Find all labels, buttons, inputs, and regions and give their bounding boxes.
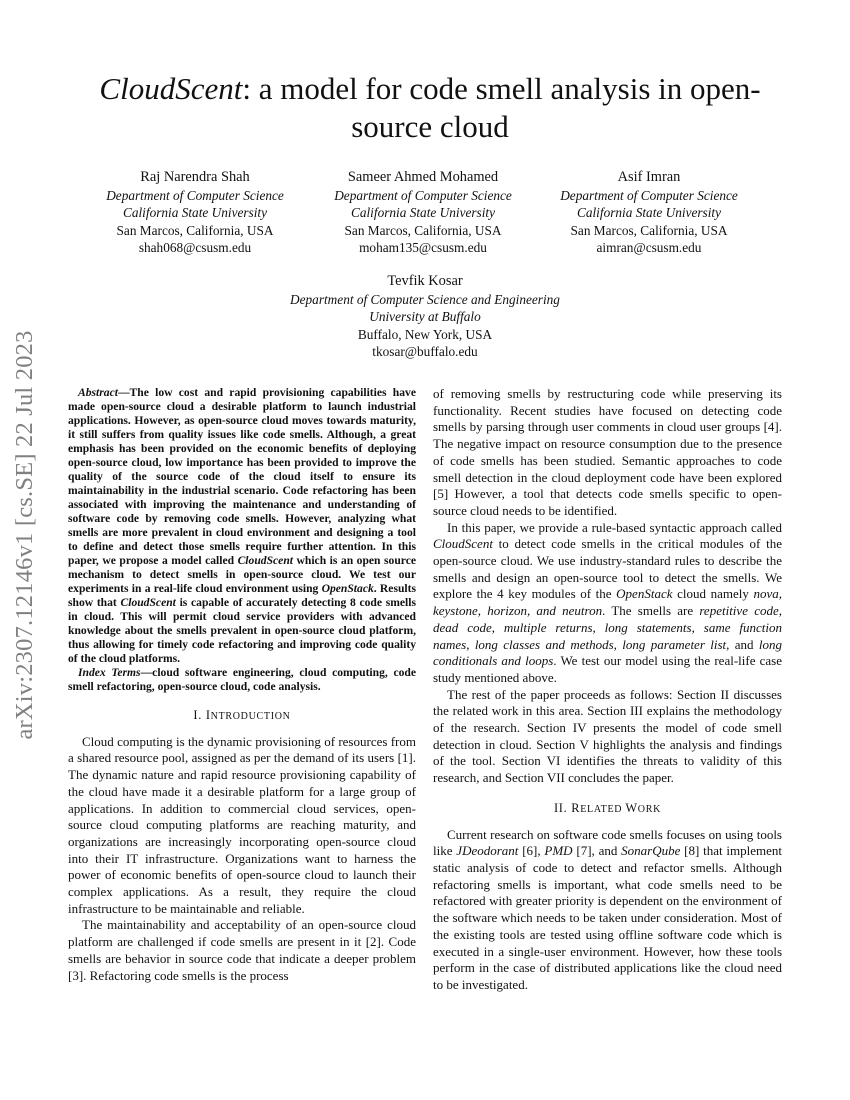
related-work-paragraph-1: Current research on software code smells focuses on using tools like JDeodorant [6], PMD [7], and SonarQube [8] that implement static analysis of code to detect and refactor smells. Although refactoring smells is important, what code smells need to be refactored with greater priority is dependent on the environment of the software which needs to be taken under consideration. Most of the existing tools are tested using offline software code which is executed in a single-user environment. However, how these tools perform in the case of distributed applications like the cloud need to be investigated. <box>433 826 782 992</box>
author-dept: Department of Computer Science <box>334 188 512 203</box>
intro-paragraph-2-continued: of removing smells by restructuring code while preserving its functionality. Recent studies have focused on detecting code smells by parsing through user comments in cloud user groups [4]. The negative impact on resource consumption due to the presence of code smells has been studied. Semantic approaches to code smell detection in the cloud deployment code have been explored [5] However, a tool that detects code smells specific to open-source cloud needs to be identified. <box>433 386 782 518</box>
abstract-label: Abstract <box>78 386 118 399</box>
author-name: Tevfik Kosar <box>387 273 463 289</box>
title-tool-name: CloudScent <box>99 71 243 106</box>
author-email: moham135@csusm.edu <box>359 239 487 255</box>
index-terms-label: Index Terms <box>78 666 141 679</box>
abstract: Abstract—The low cost and rapid provisioning capabilities have made open-source cloud a desirable platform to launch industrial applications. However, as open-source cloud moves towards maturity, it still suffers from quality issues like code smells. Although, a great emphasis has been provided on the economic benefits of deploying open-source cloud, low importance has been provided to improve the quality of the source code of the cloud itself to ensure its maintainability in the industrial scenario. Code refactoring has been associated with improving the maintenance and understanding of software code by removing code smells. However, analyzing what smells are more prevalent in cloud environment and designing a tool to define and detect those smells require further attention. In this paper, we propose a model called CloudScent which is an open source mechanism to detect smells in open-source cloud. We test our experiments in a real-life cloud environment using OpenStack. Results show that CloudScent is capable of accurately detecting 8 code smells in cloud. This will permit cloud service providers with advanced knowledge about the smells prevalent in open-source cloud platform, thus allowing for timely code refactoring and improving code quality of the cloud platforms. Index Terms—cloud software engineering, cloud computing, code smell refactoring, open-source cloud, code analysis. <box>68 386 417 693</box>
author-univ: University at Buffalo <box>369 309 481 325</box>
author-location: San Marcos, California, USA <box>116 222 274 238</box>
arxiv-identifier <box>4 300 46 770</box>
author-univ: California State University <box>350 205 496 221</box>
author-email: aimran@csusm.edu <box>596 239 702 255</box>
section-heading-introduction: I. INTRODUCTION <box>193 708 291 722</box>
author-name: Sameer Ahmed Mohamed <box>347 169 499 185</box>
arxiv-id-text: arXiv:2307.12146v1 [cs.SE] 22 Jul 2023 <box>11 330 38 740</box>
section-heading-related-work: II. RELATED WORK <box>553 800 661 815</box>
author-block-3 <box>544 168 754 256</box>
author-block-4 <box>260 272 590 360</box>
author-name: Raj Narendra Shah <box>140 169 250 185</box>
author-univ: California State University <box>122 205 268 221</box>
author-block-2 <box>318 168 528 256</box>
author-email: shah068@csusm.edu <box>138 239 252 255</box>
author-dept: Department of Computer Science and Engineering <box>290 292 560 307</box>
author-email: tkosar@buffalo.edu <box>372 343 478 359</box>
title-rest: : a model for code smell analysis in open-source cloud <box>242 71 761 144</box>
intro-paragraph-1: Cloud computing is the dynamic provisioning of resources from a shared resource pool, assigned as per the demand of its users [1]. The dynamic nature and rapid resource provisioning capability of the cloud have made it a desirable platform for a large group of applications. In addition to commercial cloud services, open-source cloud computing platforms are reaching maturity, and organizations are increasingly incorporating open-source cloud into their IT infrastructure. Organizations want to harness the power of economic benefits of open-source cloud to launch their complex applications. As a result, they require the cloud infrastructure to be maintainable and reliable. <box>68 733 416 916</box>
author-location: Buffalo, New York, USA <box>357 326 493 342</box>
author-univ: California State University <box>576 205 722 221</box>
paper-title <box>60 70 800 146</box>
right-column <box>433 386 782 994</box>
author-location: San Marcos, California, USA <box>344 222 502 238</box>
intro-paragraph-3: In this paper, we provide a rule-based syntactic approach called CloudScent to detect code smells in the critical modules of the open-source cloud. We use industry-standard rules to describe the smells and design an open-source tool to detect the smells. We explore the 4 key modules of the OpenStack cloud namely nova, keystone, horizon, and neutron. The smells are repetitive code, dead code, multiple returns, long statements, same function names, long classes and methods, long parameter list, and long conditionals and loops. We test our model using the real-life case study mentioned above. <box>433 519 783 685</box>
intro-paragraph-2: The maintainability and acceptability of an open-source cloud platform are challenged if code smells are present in it [2]. Code smells are behavior in source code that indicate a deeper problem [3]. Refactoring code smells is the process <box>68 917 416 983</box>
author-dept: Department of Computer Science <box>560 188 738 203</box>
author-location: San Marcos, California, USA <box>570 222 728 238</box>
intro-paragraph-4: The rest of the paper proceeds as follows: Section II discusses the related work in this area. Section III explains the methodology of the research. Section IV presents the model of code smell detection in cloud. Section V highlights the analysis and findings of the tool. Section VI identifies the threats to validity of this research, and Section VII concludes the paper. <box>433 686 782 786</box>
index-terms: Index Terms—cloud software engineering, cloud computing, code smell refactoring, open-source cloud, code analysis. <box>68 666 416 693</box>
author-block-1 <box>90 168 300 256</box>
left-column <box>68 386 416 984</box>
author-name: Asif Imran <box>617 169 681 185</box>
author-dept: Department of Computer Science <box>106 188 284 203</box>
